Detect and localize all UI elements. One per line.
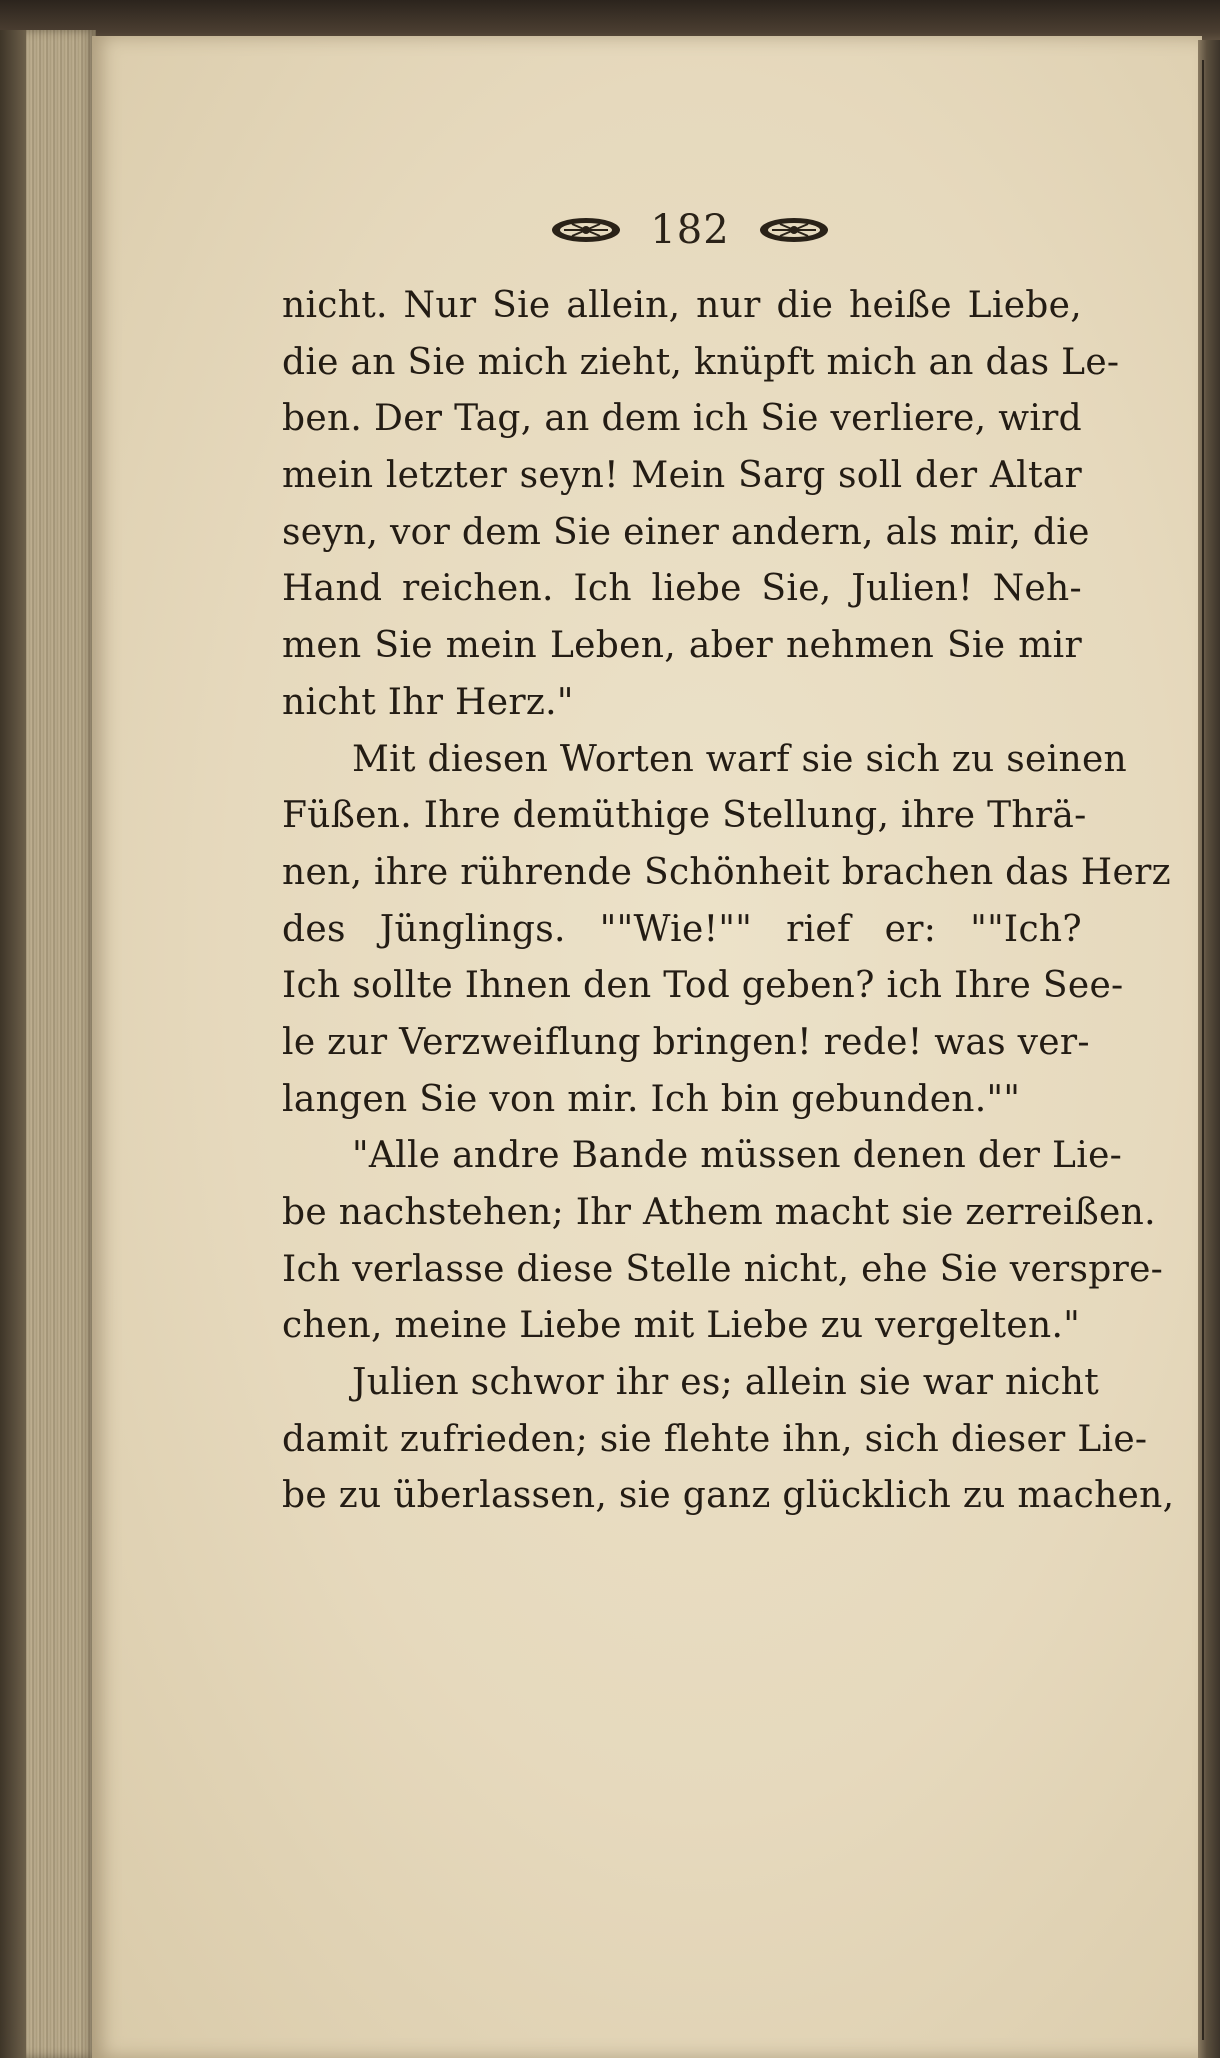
paragraph (282, 732, 1171, 1129)
text-line: Ich sollte Ihnen den Tod geben? ich Ihre See- (282, 965, 1124, 1007)
paragraph (282, 1355, 1175, 1525)
text-line: des Jünglings. ""Wie!"" rief er: ""Ich? (282, 908, 1082, 950)
text-line: nicht Ihr Herz." (282, 681, 574, 723)
text-line: "Alle andre Bande müssen denen der Lie- (352, 1135, 1123, 1177)
paragraph (282, 1128, 1164, 1355)
text-line: langen Sie von mir. Ich bin gebunden."" (282, 1078, 1021, 1120)
text-line: men Sie mein Leben, aber nehmen Sie mir (282, 625, 1082, 667)
text-line: nicht. Nur Sie allein, nur die heiße Liebe, (282, 285, 1082, 326)
paragraph (282, 278, 1120, 732)
text-line: le zur Verzweiflung bringen! rede! was ver- (282, 1021, 1090, 1063)
rosette-ornament-left-icon (550, 215, 622, 245)
text-line: seyn, vor dem Sie einer andern, als mir, die (282, 511, 1090, 553)
text-line: ben. Der Tag, an dem ich Sie verliere, wird (282, 398, 1082, 440)
text-line: die an Sie mich zieht, knüpft mich an das Le- (282, 341, 1120, 383)
body-text (282, 278, 1175, 1525)
right-edge-line (1202, 60, 1204, 2040)
text-line: damit zufrieden; sie flehte ihn, sich dieser Lie- (282, 1418, 1148, 1460)
rosette-ornament-right-icon (758, 215, 830, 245)
text-line: chen, meine Liebe mit Liebe zu vergelten." (282, 1305, 1081, 1347)
text-line: Ich verlasse diese Stelle nicht, ehe Sie verspre- (282, 1248, 1164, 1290)
text-line: mein letzter seyn! Mein Sarg soll der Altar (282, 455, 1082, 497)
text-line: be nachstehen; Ihr Athem macht sie zerreißen. (282, 1192, 1156, 1233)
text-line: be zu überlassen, sie ganz glücklich zu machen, (282, 1475, 1175, 1517)
text-line: Mit diesen Worten warf sie sich zu seinen (352, 738, 1128, 780)
text-line: Hand reichen. Ich liebe Sie, Julien! Neh- (282, 568, 1082, 610)
binding-shadow (0, 30, 26, 2058)
text-line: Julien schwor ihr es; allein sie war nicht (352, 1362, 1099, 1404)
page-header (540, 200, 840, 260)
page-number: 182 (650, 207, 730, 253)
text-line: nen, ihre rührende Schönheit brachen das Herz (282, 851, 1171, 893)
text-line: Füßen. Ihre demüthige Stellung, ihre Thrä- (282, 795, 1087, 837)
